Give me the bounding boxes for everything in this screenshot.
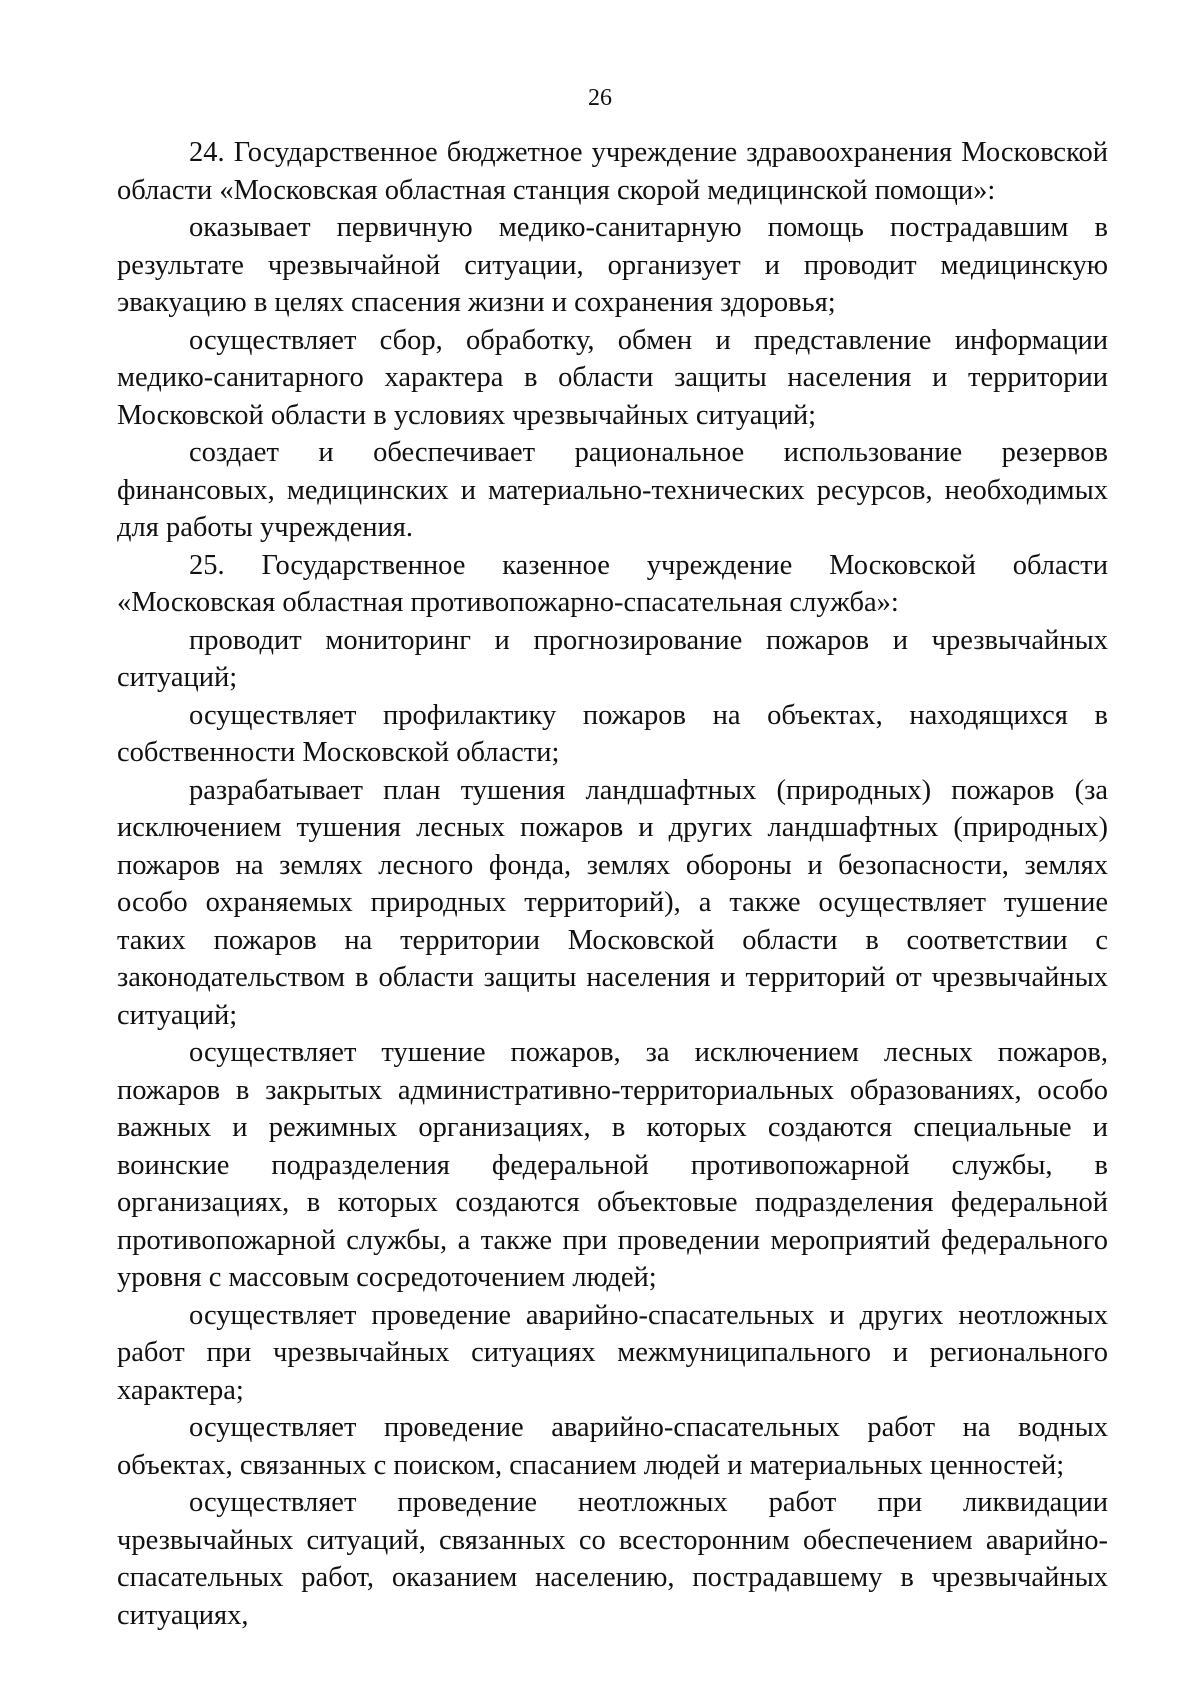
- paragraph-fire-extinguishing: осуществляет тушение пожаров, за исключением лесных пожаров, пожаров в закрытых административно-территориальных образованиях, особо важных и режимных организациях, в которых создаются специальные и воинские подразделения федеральной противопожарной службы, в организациях, в которых создаются объектовые подразделения федеральной противопожарной службы, а также при проведении мероприятий федерального уровня с массовым сосредоточением людей;: [117, 1037, 1108, 1293]
- paragraph-monitoring: проводит мониторинг и прогнозирование пожаров и чрезвычайных ситуаций;: [117, 624, 1108, 693]
- paragraph-landscape-fires: разрабатывает план тушения ландшафтных (природных) пожаров (за исключением тушения лесных пожаров и других ландшафтных (природных) пожаров на землях лесного фонда, землях обороны и безопасности, землях особо охраняемых природных территорий), а также осуществляет тушение таких пожаров на территории Московской области в соответствии с законодательством в области защиты населения и территорий от чрезвычайных ситуаций;: [117, 774, 1108, 1031]
- paragraph-medical-aid: оказывает первичную медико-санитарную помощь пострадавшим в результате чрезвычайной ситуации, организует и проводит медицинскую эвакуацию в целях спасения жизни и сохранения здоровья;: [117, 212, 1108, 318]
- paragraph-rescue-works: осуществляет проведение аварийно-спасательных и других неотложных работ при чрезвычайных ситуациях межмуниципального и регионального характера;: [117, 1299, 1108, 1406]
- paragraph-fire-prevention: осуществляет профилактику пожаров на объектах, находящихся в собственности Московской области;: [117, 699, 1108, 768]
- paragraph-urgent-works: осуществляет проведение неотложных работ при ликвидации чрезвычайных ситуаций, связанных со всесторонним обеспечением аварийно-спасательных работ, оказанием населению, пострадавшему в чрезвычайных ситуациях,: [117, 1487, 1108, 1631]
- paragraph-information-exchange: осуществляет сбор, обработку, обмен и представление информации медико-санитарного характера в области защиты населения и территории Московской области в условиях чрезвычайных ситуаций;: [117, 324, 1108, 431]
- page-number: 26: [588, 85, 612, 111]
- paragraph-water-rescue: осуществляет проведение аварийно-спасательных работ на водных объектах, связанных с поиском, спасанием людей и материальных ценностей;: [117, 1412, 1108, 1481]
- paragraph-item-24-heading: 24. Государственное бюджетное учреждение здравоохранения Московской области «Московская областная станция скорой медицинской помощи»:: [117, 137, 1108, 206]
- document-body: [117, 134, 1108, 1634]
- paragraph-reserves: создает и обеспечивает рациональное использование резервов финансовых, медицинских и материально-технических ресурсов, необходимых для работы учреждения.: [117, 437, 1108, 543]
- paragraph-item-25-heading: 25. Государственное казенное учреждение Московской области «Московская областная противопожарно-спасательная служба»:: [117, 549, 1108, 618]
